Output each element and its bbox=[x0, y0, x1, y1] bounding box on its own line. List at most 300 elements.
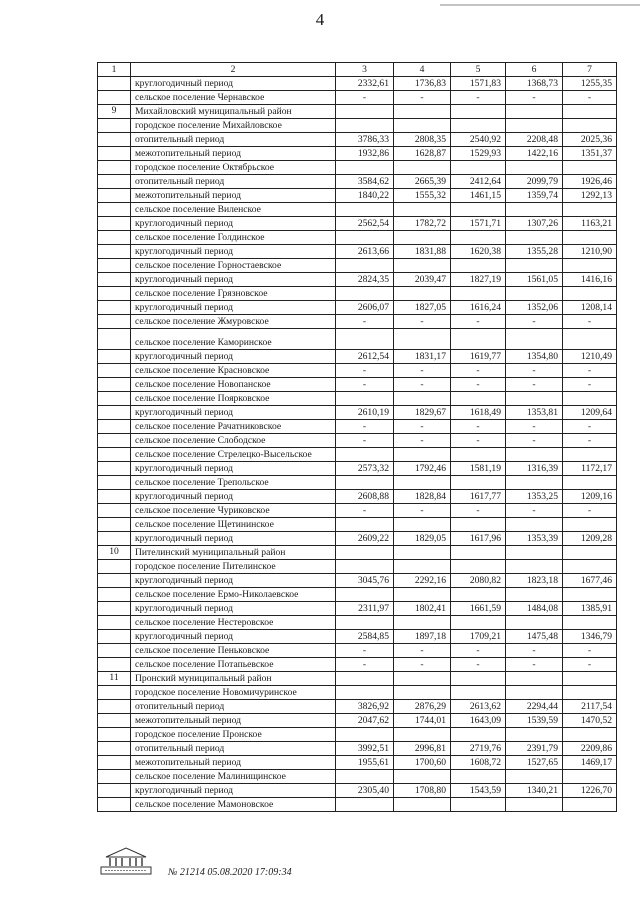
row-name-cell: круглогодичный период bbox=[131, 532, 336, 546]
value-cell: 1897,18 bbox=[394, 630, 451, 644]
value-cell: - bbox=[451, 434, 506, 448]
value-cell bbox=[336, 476, 394, 490]
value-cell bbox=[451, 798, 506, 812]
row-name-cell: сельское поселение Новопанское bbox=[131, 378, 336, 392]
government-building-icon bbox=[100, 845, 152, 875]
table-row bbox=[98, 476, 617, 490]
value-cell: 1210,90 bbox=[563, 245, 617, 259]
value-cell: - bbox=[451, 420, 506, 434]
value-cell: - bbox=[563, 420, 617, 434]
row-number-cell bbox=[98, 658, 131, 672]
value-cell bbox=[506, 203, 563, 217]
value-cell: - bbox=[451, 658, 506, 672]
row-name-cell: круглогодичный период bbox=[131, 490, 336, 504]
row-number-cell bbox=[98, 602, 131, 616]
value-cell: - bbox=[563, 364, 617, 378]
table-row bbox=[98, 378, 617, 392]
value-cell bbox=[451, 588, 506, 602]
value-cell bbox=[394, 770, 451, 784]
value-cell bbox=[451, 287, 506, 301]
row-name-cell: городское поселение Октябрьское bbox=[131, 161, 336, 175]
table-row bbox=[98, 630, 617, 644]
value-cell bbox=[336, 392, 394, 406]
value-cell: 2332,61 bbox=[336, 77, 394, 91]
value-cell: - bbox=[506, 91, 563, 105]
value-cell: 1617,77 bbox=[451, 490, 506, 504]
table-row bbox=[98, 546, 617, 560]
value-cell bbox=[336, 770, 394, 784]
row-name-cell: сельское поселение Потапьевское bbox=[131, 658, 336, 672]
value-cell bbox=[394, 560, 451, 574]
value-cell: 1226,70 bbox=[563, 784, 617, 798]
value-cell: 1527,65 bbox=[506, 756, 563, 770]
row-number-cell bbox=[98, 231, 131, 245]
value-cell: - bbox=[506, 658, 563, 672]
row-number-cell bbox=[98, 273, 131, 287]
table-row bbox=[98, 420, 617, 434]
value-cell bbox=[563, 728, 617, 742]
value-cell bbox=[451, 616, 506, 630]
value-cell: - bbox=[563, 378, 617, 392]
row-number-cell bbox=[98, 161, 131, 175]
row-number-cell bbox=[98, 329, 131, 350]
value-cell bbox=[336, 119, 394, 133]
row-number-cell bbox=[98, 490, 131, 504]
value-cell bbox=[336, 798, 394, 812]
row-name-cell: сельское поселение Стрелецко-Высельское bbox=[131, 448, 336, 462]
value-cell: - bbox=[506, 315, 563, 329]
page-number: 4 bbox=[315, 10, 325, 29]
value-cell: 1932,86 bbox=[336, 147, 394, 161]
row-name-cell: сельское поселение Мамоновское bbox=[131, 798, 336, 812]
value-cell: 1736,83 bbox=[394, 77, 451, 91]
value-cell bbox=[451, 728, 506, 742]
value-cell: 1346,79 bbox=[563, 630, 617, 644]
value-cell: 1827,05 bbox=[394, 301, 451, 315]
value-cell: - bbox=[336, 315, 394, 329]
value-cell: 1316,39 bbox=[506, 462, 563, 476]
value-cell bbox=[563, 119, 617, 133]
row-number-cell bbox=[98, 532, 131, 546]
value-cell: - bbox=[336, 434, 394, 448]
value-cell bbox=[563, 546, 617, 560]
value-cell bbox=[506, 448, 563, 462]
value-cell bbox=[451, 105, 506, 119]
row-name-cell: круглогодичный период bbox=[131, 574, 336, 588]
row-name-cell: отопительный период bbox=[131, 133, 336, 147]
row-name-cell: сельское поселение Виленское bbox=[131, 203, 336, 217]
value-cell: - bbox=[451, 364, 506, 378]
value-cell bbox=[451, 329, 506, 350]
value-cell: - bbox=[394, 364, 451, 378]
value-cell bbox=[336, 231, 394, 245]
value-cell bbox=[563, 686, 617, 700]
value-cell: 1255,35 bbox=[563, 77, 617, 91]
tariff-table bbox=[97, 62, 617, 812]
value-cell: 1709,21 bbox=[451, 630, 506, 644]
value-cell bbox=[336, 287, 394, 301]
table-row bbox=[98, 588, 617, 602]
table-row bbox=[98, 574, 617, 588]
row-name-cell: круглогодичный период bbox=[131, 784, 336, 798]
row-name-cell: круглогодичный период bbox=[131, 273, 336, 287]
value-cell bbox=[336, 105, 394, 119]
value-cell bbox=[506, 770, 563, 784]
value-cell: - bbox=[563, 315, 617, 329]
value-cell: - bbox=[394, 504, 451, 518]
value-cell: 1571,71 bbox=[451, 217, 506, 231]
value-cell bbox=[451, 448, 506, 462]
value-cell: 1340,21 bbox=[506, 784, 563, 798]
table-row bbox=[98, 91, 617, 105]
value-cell bbox=[451, 560, 506, 574]
value-cell: 1208,14 bbox=[563, 301, 617, 315]
value-cell: - bbox=[394, 434, 451, 448]
value-cell: - bbox=[563, 644, 617, 658]
row-name-cell: сельское поселение Пеньковское bbox=[131, 644, 336, 658]
row-number-cell bbox=[98, 798, 131, 812]
row-name-cell: отопительный период bbox=[131, 175, 336, 189]
value-cell: 1840,22 bbox=[336, 189, 394, 203]
value-cell: 1555,32 bbox=[394, 189, 451, 203]
table-row bbox=[98, 742, 617, 756]
value-cell bbox=[563, 798, 617, 812]
value-cell: 2294,44 bbox=[506, 700, 563, 714]
value-cell bbox=[394, 798, 451, 812]
header-cell: 6 bbox=[506, 63, 563, 77]
value-cell: 1628,87 bbox=[394, 147, 451, 161]
table-row bbox=[98, 756, 617, 770]
value-cell: 1802,41 bbox=[394, 602, 451, 616]
header-cell: 5 bbox=[451, 63, 506, 77]
value-cell bbox=[506, 798, 563, 812]
value-cell: - bbox=[394, 378, 451, 392]
value-cell: 2573,32 bbox=[336, 462, 394, 476]
value-cell bbox=[336, 259, 394, 273]
value-cell: 3045,76 bbox=[336, 574, 394, 588]
value-cell: 1354,80 bbox=[506, 350, 563, 364]
row-number-cell: 9 bbox=[98, 105, 131, 119]
row-number-cell bbox=[98, 350, 131, 364]
value-cell bbox=[394, 392, 451, 406]
value-cell bbox=[506, 392, 563, 406]
value-cell: 1209,64 bbox=[563, 406, 617, 420]
table-row bbox=[98, 189, 617, 203]
row-name-cell: отопительный период bbox=[131, 742, 336, 756]
value-cell bbox=[506, 560, 563, 574]
table-body bbox=[98, 77, 617, 812]
table-row bbox=[98, 434, 617, 448]
table-row bbox=[98, 245, 617, 259]
value-cell: 1543,59 bbox=[451, 784, 506, 798]
value-cell bbox=[563, 616, 617, 630]
row-number-cell bbox=[98, 714, 131, 728]
value-cell: - bbox=[336, 644, 394, 658]
row-name-cell: сельское поселение Трепольское bbox=[131, 476, 336, 490]
row-number-cell bbox=[98, 378, 131, 392]
value-cell bbox=[336, 672, 394, 686]
table-row bbox=[98, 560, 617, 574]
value-cell bbox=[506, 259, 563, 273]
value-cell: 2665,39 bbox=[394, 175, 451, 189]
row-name-cell: межотопительный период bbox=[131, 756, 336, 770]
value-cell: - bbox=[506, 378, 563, 392]
value-cell: 1677,46 bbox=[563, 574, 617, 588]
row-number-cell bbox=[98, 203, 131, 217]
value-cell: 1209,28 bbox=[563, 532, 617, 546]
row-number-cell bbox=[98, 574, 131, 588]
value-cell bbox=[336, 728, 394, 742]
table-row bbox=[98, 259, 617, 273]
row-number-cell bbox=[98, 728, 131, 742]
value-cell: 2305,40 bbox=[336, 784, 394, 798]
value-cell bbox=[336, 546, 394, 560]
value-cell bbox=[506, 728, 563, 742]
table-row bbox=[98, 700, 617, 714]
row-name-cell: городское поселение Михайловское bbox=[131, 119, 336, 133]
value-cell bbox=[451, 672, 506, 686]
table-row bbox=[98, 798, 617, 812]
value-cell: 2047,62 bbox=[336, 714, 394, 728]
row-number-cell bbox=[98, 560, 131, 574]
value-cell: 1529,93 bbox=[451, 147, 506, 161]
value-cell bbox=[336, 560, 394, 574]
table-row bbox=[98, 329, 617, 350]
value-cell bbox=[506, 329, 563, 350]
value-cell: 2612,54 bbox=[336, 350, 394, 364]
table-row bbox=[98, 532, 617, 546]
value-cell bbox=[394, 329, 451, 350]
value-cell bbox=[506, 546, 563, 560]
row-number-cell bbox=[98, 287, 131, 301]
value-cell: 1292,13 bbox=[563, 189, 617, 203]
value-cell: 1422,16 bbox=[506, 147, 563, 161]
row-name-cell: сельское поселение Голдинское bbox=[131, 231, 336, 245]
value-cell: 2311,97 bbox=[336, 602, 394, 616]
table-row bbox=[98, 658, 617, 672]
value-cell bbox=[563, 259, 617, 273]
value-cell: 2719,76 bbox=[451, 742, 506, 756]
value-cell: 2540,92 bbox=[451, 133, 506, 147]
value-cell: 1581,19 bbox=[451, 462, 506, 476]
row-number-cell bbox=[98, 588, 131, 602]
row-name-cell: Михайловский муниципальный район bbox=[131, 105, 336, 119]
value-cell bbox=[506, 161, 563, 175]
value-cell bbox=[394, 105, 451, 119]
row-name-cell: круглогодичный период bbox=[131, 77, 336, 91]
value-cell: 1782,72 bbox=[394, 217, 451, 231]
value-cell: - bbox=[563, 434, 617, 448]
value-cell: - bbox=[336, 420, 394, 434]
row-name-cell: круглогодичный период bbox=[131, 301, 336, 315]
value-cell bbox=[563, 518, 617, 532]
row-name-cell: сельское поселение Жмуровское bbox=[131, 315, 336, 329]
value-cell: 2391,79 bbox=[506, 742, 563, 756]
value-cell bbox=[336, 616, 394, 630]
row-number-cell bbox=[98, 742, 131, 756]
row-name-cell: круглогодичный период bbox=[131, 350, 336, 364]
scan-artifact-line bbox=[440, 4, 640, 6]
value-cell: 1831,88 bbox=[394, 245, 451, 259]
value-cell: 1359,74 bbox=[506, 189, 563, 203]
value-cell: 2996,81 bbox=[394, 742, 451, 756]
row-name-cell: сельское поселение Слободское bbox=[131, 434, 336, 448]
value-cell bbox=[336, 161, 394, 175]
row-number-cell bbox=[98, 644, 131, 658]
row-name-cell: круглогодичный период bbox=[131, 630, 336, 644]
value-cell: 1792,46 bbox=[394, 462, 451, 476]
value-cell: 2824,35 bbox=[336, 273, 394, 287]
value-cell: 2610,19 bbox=[336, 406, 394, 420]
row-number-cell bbox=[98, 700, 131, 714]
value-cell: 3992,51 bbox=[336, 742, 394, 756]
value-cell bbox=[394, 588, 451, 602]
table-row bbox=[98, 616, 617, 630]
value-cell bbox=[563, 448, 617, 462]
row-number-cell bbox=[98, 448, 131, 462]
table-row bbox=[98, 231, 617, 245]
value-cell: 1163,21 bbox=[563, 217, 617, 231]
value-cell: 1618,49 bbox=[451, 406, 506, 420]
value-cell: 1620,38 bbox=[451, 245, 506, 259]
value-cell: 1708,80 bbox=[394, 784, 451, 798]
value-cell bbox=[336, 203, 394, 217]
value-cell: - bbox=[336, 364, 394, 378]
value-cell: 1608,72 bbox=[451, 756, 506, 770]
value-cell bbox=[451, 392, 506, 406]
value-cell: 2876,29 bbox=[394, 700, 451, 714]
row-name-cell: межотопительный период bbox=[131, 147, 336, 161]
row-name-cell: сельское поселение Каморинское bbox=[131, 329, 336, 350]
value-cell: 2209,86 bbox=[563, 742, 617, 756]
table-row bbox=[98, 770, 617, 784]
value-cell: 1368,73 bbox=[506, 77, 563, 91]
value-cell: - bbox=[394, 658, 451, 672]
value-cell bbox=[451, 518, 506, 532]
value-cell bbox=[563, 105, 617, 119]
header-cell: 3 bbox=[336, 63, 394, 77]
value-cell bbox=[563, 588, 617, 602]
value-cell: 1823,18 bbox=[506, 574, 563, 588]
value-cell bbox=[451, 119, 506, 133]
table-row bbox=[98, 203, 617, 217]
row-name-cell: сельское поселение Рачатниковское bbox=[131, 420, 336, 434]
value-cell: - bbox=[394, 420, 451, 434]
row-name-cell: межотопительный период bbox=[131, 189, 336, 203]
value-cell: 2609,22 bbox=[336, 532, 394, 546]
row-name-cell: сельское поселение Малинищинское bbox=[131, 770, 336, 784]
table-row bbox=[98, 406, 617, 420]
value-cell: 1616,24 bbox=[451, 301, 506, 315]
value-cell: 3826,92 bbox=[336, 700, 394, 714]
value-cell bbox=[506, 588, 563, 602]
row-name-cell: круглогодичный период bbox=[131, 406, 336, 420]
value-cell bbox=[506, 476, 563, 490]
value-cell bbox=[394, 119, 451, 133]
value-cell bbox=[394, 686, 451, 700]
value-cell: 1617,96 bbox=[451, 532, 506, 546]
value-cell: 1744,01 bbox=[394, 714, 451, 728]
row-number-cell bbox=[98, 147, 131, 161]
value-cell: 1353,81 bbox=[506, 406, 563, 420]
row-number-cell bbox=[98, 91, 131, 105]
value-cell: 2608,88 bbox=[336, 490, 394, 504]
value-cell: 1469,17 bbox=[563, 756, 617, 770]
row-number-cell bbox=[98, 77, 131, 91]
row-name-cell: сельское поселение Чуриковское bbox=[131, 504, 336, 518]
table-row bbox=[98, 364, 617, 378]
value-cell: 1484,08 bbox=[506, 602, 563, 616]
row-number-cell bbox=[98, 630, 131, 644]
value-cell: 1827,19 bbox=[451, 273, 506, 287]
value-cell: 1539,59 bbox=[506, 714, 563, 728]
value-cell: 3786,33 bbox=[336, 133, 394, 147]
row-number-cell bbox=[98, 476, 131, 490]
value-cell bbox=[563, 231, 617, 245]
row-number-cell bbox=[98, 616, 131, 630]
value-cell bbox=[394, 616, 451, 630]
value-cell: - bbox=[506, 420, 563, 434]
value-cell bbox=[394, 259, 451, 273]
value-cell: 2562,54 bbox=[336, 217, 394, 231]
value-cell: - bbox=[563, 91, 617, 105]
value-cell bbox=[394, 518, 451, 532]
value-cell: - bbox=[394, 315, 451, 329]
value-cell: - bbox=[506, 504, 563, 518]
value-cell: 2080,82 bbox=[451, 574, 506, 588]
table-row bbox=[98, 133, 617, 147]
header-cell: 2 bbox=[131, 63, 336, 77]
value-cell: - bbox=[336, 378, 394, 392]
row-number-cell bbox=[98, 364, 131, 378]
value-cell: 1210,49 bbox=[563, 350, 617, 364]
value-cell: 1571,83 bbox=[451, 77, 506, 91]
row-number-cell bbox=[98, 686, 131, 700]
value-cell: 1385,91 bbox=[563, 602, 617, 616]
value-cell: 1209,16 bbox=[563, 490, 617, 504]
row-number-cell bbox=[98, 434, 131, 448]
row-number-cell bbox=[98, 420, 131, 434]
table-row bbox=[98, 161, 617, 175]
table-row bbox=[98, 273, 617, 287]
row-name-cell: сельское поселение Щетининское bbox=[131, 518, 336, 532]
row-number-cell: 11 bbox=[98, 672, 131, 686]
value-cell: - bbox=[451, 378, 506, 392]
value-cell bbox=[394, 231, 451, 245]
table-row bbox=[98, 77, 617, 91]
value-cell: 1172,17 bbox=[563, 462, 617, 476]
table-row bbox=[98, 784, 617, 798]
row-number-cell bbox=[98, 315, 131, 329]
table-row bbox=[98, 175, 617, 189]
value-cell: 1353,25 bbox=[506, 490, 563, 504]
value-cell: - bbox=[506, 434, 563, 448]
value-cell: 1661,59 bbox=[451, 602, 506, 616]
row-name-cell: сельское поселение Нестеровское bbox=[131, 616, 336, 630]
value-cell bbox=[563, 392, 617, 406]
value-cell bbox=[451, 770, 506, 784]
value-cell: 1828,84 bbox=[394, 490, 451, 504]
value-cell: - bbox=[506, 364, 563, 378]
table-row bbox=[98, 504, 617, 518]
value-cell bbox=[336, 518, 394, 532]
value-cell bbox=[394, 546, 451, 560]
value-cell: 2025,36 bbox=[563, 133, 617, 147]
table-row bbox=[98, 728, 617, 742]
row-name-cell: городское поселение Пронское bbox=[131, 728, 336, 742]
document-footer bbox=[100, 845, 400, 885]
row-name-cell: Пителинский муниципальный район bbox=[131, 546, 336, 560]
